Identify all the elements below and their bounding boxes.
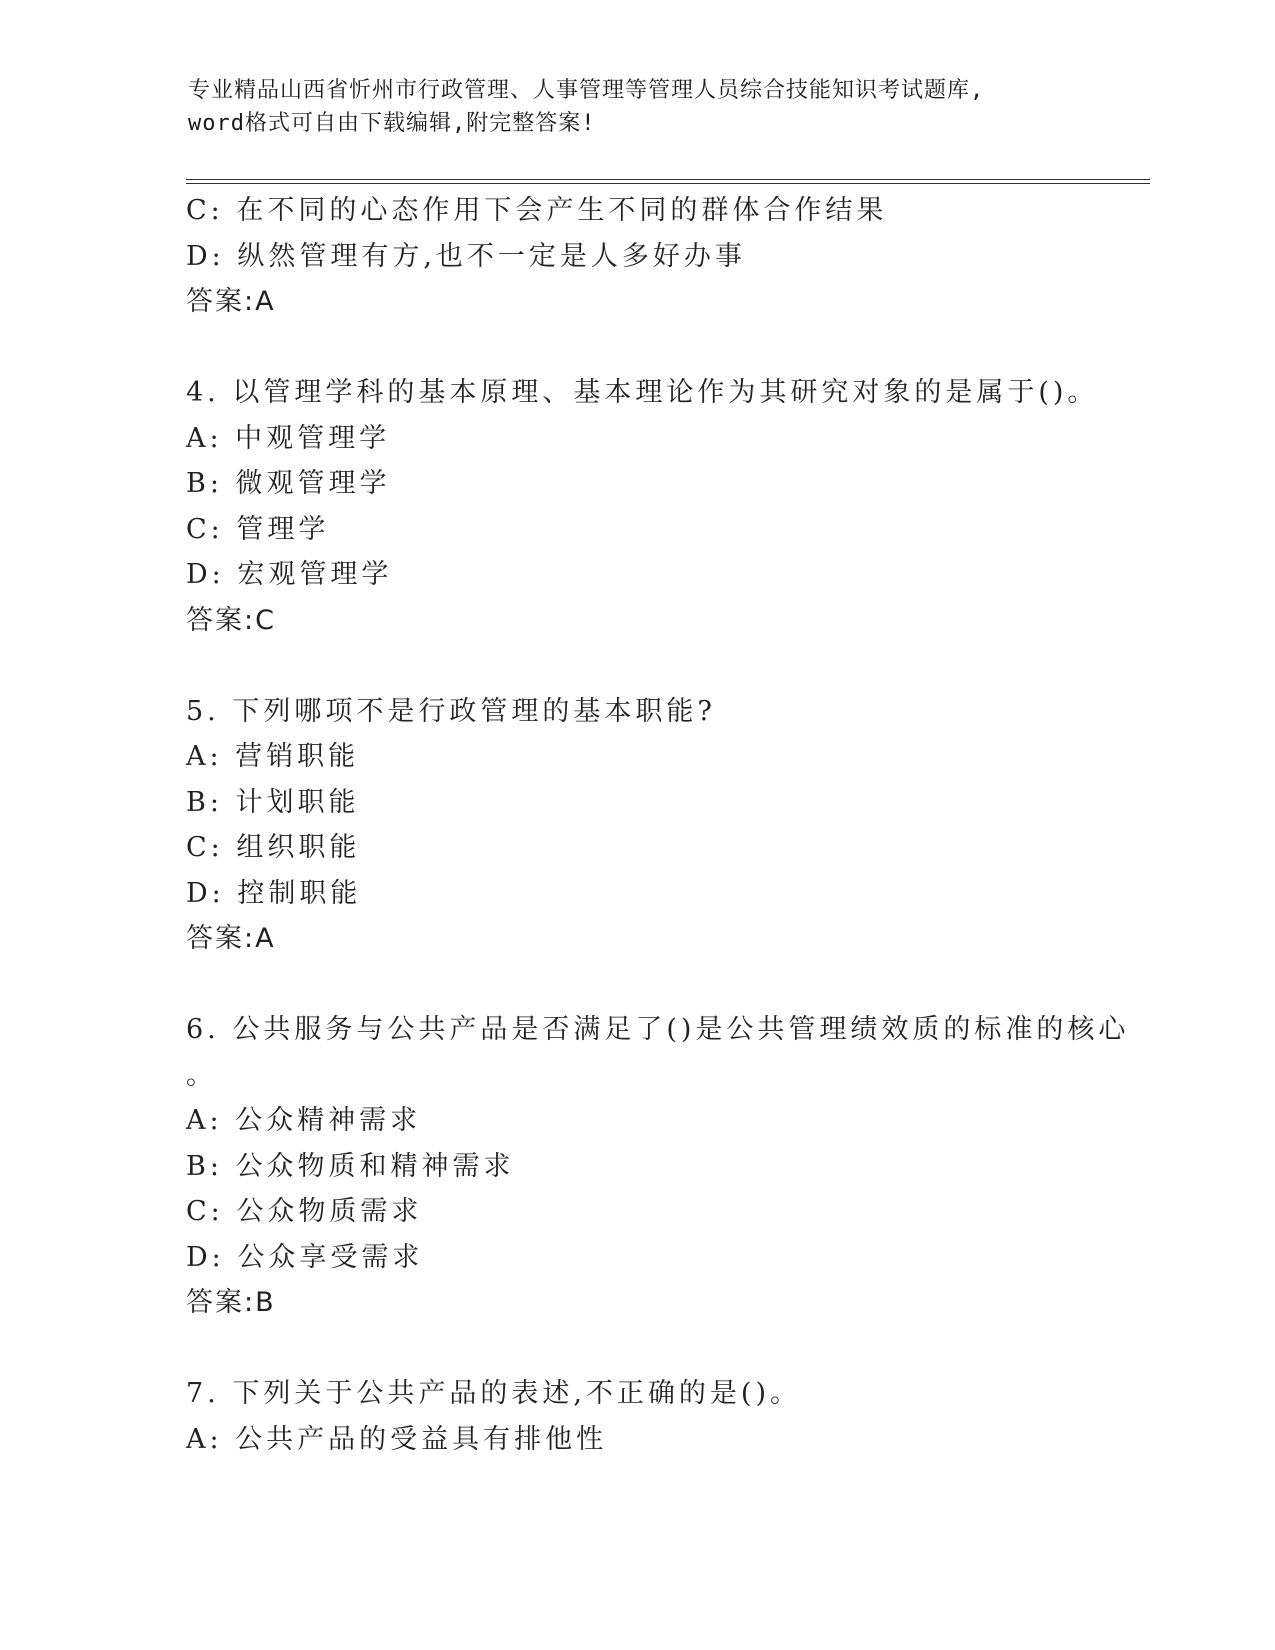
option-c: C: 在不同的心态作用下会产生不同的群体合作结果 [186, 195, 888, 226]
document-header [188, 74, 1088, 140]
option-c: C: 组织职能 [186, 832, 361, 863]
answer: 答案:A [186, 286, 276, 317]
question-7 [186, 1371, 1086, 1462]
option-a: A: 营销职能 [186, 741, 360, 772]
header-line-1: 专业精品山西省忻州市行政管理、人事管理等管理人员综合技能知识考试题库, [188, 78, 985, 103]
spacer [186, 325, 1086, 371]
option-a: A: 公众精神需求 [186, 1105, 422, 1136]
option-b: B: 公众物质和精神需求 [186, 1150, 515, 1182]
option-a: A: 公共产品的受益具有排他性 [186, 1423, 608, 1455]
question-4 [186, 370, 1099, 643]
question-list [186, 188, 1130, 1462]
question-text: 4. 以管理学科的基本原理、基本理论作为其研究对象的是属于()。 [186, 377, 1099, 408]
question-text: 7. 下列关于公共产品的表述,不正确的是()。 [186, 1378, 801, 1409]
question-text-continuation: 。 [186, 1059, 217, 1091]
option-d: D: 纵然管理有方,也不一定是人多好办事 [186, 240, 746, 272]
answer: 答案:B [186, 1287, 276, 1318]
answer: 答案:A [186, 923, 276, 954]
option-c: C: 公众物质需求 [186, 1196, 423, 1227]
option-b: B: 计划职能 [186, 786, 360, 818]
spacer [186, 1326, 1086, 1372]
option-c: C: 管理学 [186, 513, 330, 545]
spacer [186, 962, 1086, 1008]
question-text: 5. 下列哪项不是行政管理的基本职能? [186, 695, 716, 727]
question-text: 6. 公共服务与公共产品是否满足了()是公共管理绩效质的标准的核心 [186, 1014, 1130, 1045]
question-3 [186, 188, 1086, 325]
option-a: A: 中观管理学 [186, 422, 391, 454]
spacer [186, 643, 1086, 689]
header-divider-bottom [186, 183, 1150, 184]
header-divider-top [186, 179, 1150, 180]
option-d: D: 控制职能 [186, 877, 362, 909]
option-d: D: 公众享受需求 [186, 1241, 424, 1273]
option-b: B: 微观管理学 [186, 468, 391, 499]
question-6 [186, 1007, 1130, 1326]
option-d: D: 宏观管理学 [186, 559, 393, 590]
question-5 [186, 689, 1086, 962]
header-line-2: word格式可自由下载编辑,附完整答案! [188, 111, 596, 136]
answer: 答案:C [186, 604, 276, 636]
